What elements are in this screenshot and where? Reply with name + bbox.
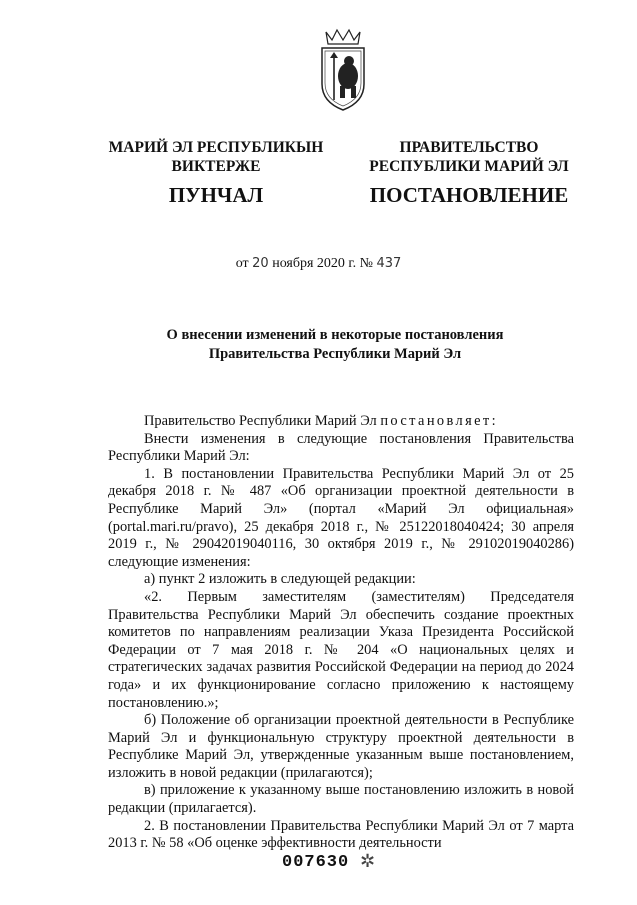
header-right-doc-type: ПОСТАНОВЛЕНИЕ — [369, 183, 569, 207]
header-left — [100, 138, 332, 210]
date-line — [0, 256, 637, 272]
title-line1: О внесении изменений в некоторые постановления — [166, 327, 504, 343]
serial-number: 007630 — [282, 853, 350, 872]
paragraph-resolves-start: Правительство Республики Марий Эл — [144, 413, 381, 429]
header-left-line2: ВИКТЕРЖЕ — [171, 158, 261, 175]
footer-mark-icon: ✲ — [360, 851, 376, 872]
paragraph-intro: Внести изменения в следующие постановления Правительства Республики Марий Эл: — [108, 430, 574, 465]
header-left-doc-type: ПУНЧАЛ — [168, 183, 264, 207]
resolves-word: постановляет: — [380, 413, 498, 429]
paragraph-item-1a: а) пункт 2 изложить в следующей редакции: — [144, 571, 416, 588]
document-title — [100, 326, 570, 364]
paragraph-item-1: 1. В постановлении Правительства Республики Марий Эл от 25 декабря 2018 г. № 487 «Об организации проектной деятельности в Республике Марий Эл» (портал «Марий Эл официальная» (portal.mari.ru/pravo), 25 декабря 2018 г., № 25122018040424; 30 апреля 2019 г., № 29042019040116, 30 октября 2019 г., № 29102019040286) следующие изменения: — [108, 465, 574, 570]
header-right — [360, 138, 578, 210]
paragraph-item-1b: б) Положение об организации проектной деятельности в Республике Марий Эл и функциональную структуру проектной деятельности в Республике Марий Эл, утвержденные указанным выше постановлением, изложить в новой редакции (прилагаются); — [108, 712, 574, 781]
date-prefix: от — [235, 256, 249, 271]
paragraph-item-1c: в) приложение к указанному выше постановлению изложить в новой редакции (прилагается). — [108, 782, 574, 817]
coat-of-arms-icon — [318, 26, 368, 112]
document-body — [108, 413, 574, 853]
date-day: 20 — [252, 256, 269, 271]
date-month-year: ноября 2020 г. № — [272, 256, 373, 271]
title-line2: Правительства Республики Марий Эл — [208, 346, 462, 362]
header-left-line1: МАРИЙ ЭЛ РЕСПУБЛИКЫН — [108, 139, 324, 156]
paragraph-resolves — [108, 413, 574, 431]
paragraph-item-2: 2. В постановлении Правительства Республики Марий Эл от 7 марта 2013 г. № 58 «Об оценке эффективности деятельности — [108, 817, 574, 852]
header-right-line2: РЕСПУБЛИКИ МАРИЙ ЭЛ — [369, 158, 569, 175]
header-right-line1: ПРАВИТЕЛЬСТВО — [399, 139, 539, 156]
document-number: 437 — [376, 256, 402, 271]
paragraph-item-1a-text: «2. Первым заместителям (заместителям) Председателя Правительства Республики Марий Эл обеспечить создание проектных комитетов по направлениям реализации Указа Президента Российской Федерации от 7 мая 2018 г. № 204 «О национальных целях и стратегических задачах развития Российской Федерации на период до 2024 года» и их функционирование согласно приложению к настоящему постановлению.»; — [108, 588, 574, 711]
